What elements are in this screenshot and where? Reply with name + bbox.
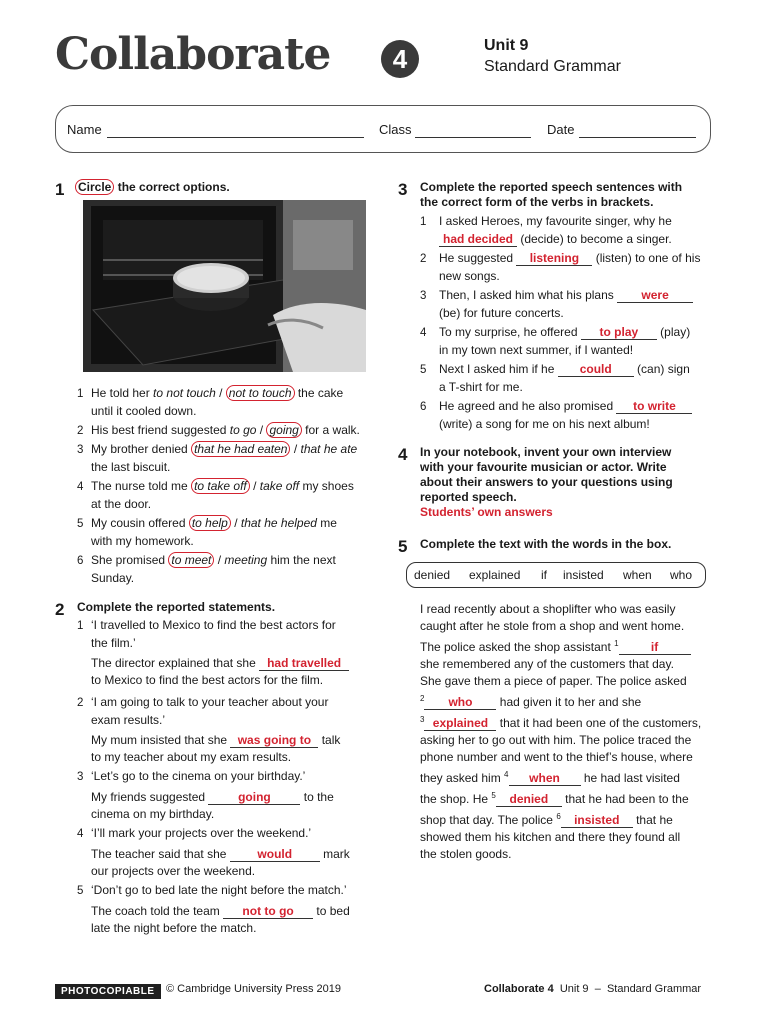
item-text: until it cooled down. (91, 404, 197, 418)
answer-blank[interactable]: listening (516, 251, 592, 266)
item-text: (play) (656, 325, 691, 339)
item-text: Sunday. (91, 571, 135, 585)
separator: / (215, 386, 226, 400)
item-text: My brother denied (91, 442, 192, 456)
item-text: (listen) to one of his (592, 251, 701, 265)
item-text: She promised (91, 553, 169, 567)
word-box-item: denied (414, 568, 451, 582)
answer-text: mark (319, 847, 350, 861)
answer-blank[interactable]: was going to (230, 733, 318, 748)
text-line: that it had been one of the customers, (496, 716, 702, 730)
answer-text: The coach told the team (91, 904, 224, 918)
list-item (420, 361, 720, 398)
answer-blank[interactable]: to play (581, 325, 657, 340)
item-text: a T-shirt for me. (439, 380, 523, 394)
item-text: the cake (294, 386, 344, 400)
text-line: the shop. He (420, 792, 492, 806)
item-number: 5 (77, 518, 84, 530)
heading-line: about their answers to your questions using (420, 475, 673, 489)
item-text: him the next (267, 553, 336, 567)
item-text: new songs. (439, 269, 500, 283)
exercise-1-list (77, 385, 377, 589)
text-line: caught after he stole from a shop and went home. (420, 619, 685, 633)
text-line: The police asked the shop assistant (420, 640, 615, 654)
unit-subtitle: Standard Grammar (484, 58, 621, 75)
gap-number: 2 (420, 694, 425, 703)
answer-text: to my teacher about my exam results. (91, 750, 292, 764)
word-box-item: who (670, 568, 693, 582)
item-number: 2 (77, 425, 84, 437)
item-text: My cousin offered (91, 516, 189, 530)
answer-text: our projects over the weekend. (91, 864, 256, 878)
item-text: The nurse told me (91, 479, 192, 493)
list-item (77, 422, 377, 441)
gap-number: 1 (614, 639, 619, 648)
gap-number: 6 (556, 812, 561, 821)
gap-answer[interactable]: who (424, 695, 496, 710)
item-number: 3 (77, 444, 84, 456)
gap-number: 3 (420, 715, 425, 724)
exercise-4-answer: Students’ own answers (420, 505, 553, 519)
text-line: shop that day. The police (420, 813, 557, 827)
quote-text: exam results.’ (91, 713, 166, 727)
exercise-2-number: 2 (55, 600, 65, 619)
word-box (406, 562, 706, 588)
name-field[interactable] (107, 137, 364, 138)
exercise-5-number: 5 (398, 537, 408, 556)
quote-text: ‘I am going to talk to your teacher about your (91, 695, 329, 709)
cloze-text (420, 601, 720, 863)
item-number: 6 (77, 555, 84, 567)
gap-answer[interactable]: when (509, 771, 581, 786)
answer-blank[interactable]: going (208, 790, 300, 805)
option-a-circled[interactable]: to take off (191, 478, 250, 494)
list-item (77, 385, 377, 422)
item-text: (decide) to become a singer. (517, 232, 672, 246)
item-number: 4 (420, 327, 427, 339)
list-item (420, 287, 720, 324)
item-text: He agreed and he also promised (439, 399, 617, 413)
exercise-2-list (77, 617, 377, 939)
item-number: 6 (420, 401, 427, 413)
text-line: had given it to her and she (496, 695, 642, 709)
item-number: 1 (420, 216, 427, 228)
item-number: 2 (420, 253, 427, 265)
heading-text: the correct options. (114, 180, 230, 194)
text-line: he had last visited (580, 771, 680, 785)
answer-blank[interactable]: not to go (223, 904, 313, 919)
oven-cake-photo (83, 200, 366, 372)
answer-text: late the night before the match. (91, 921, 257, 935)
footer-book: Collaborate 4 (484, 983, 554, 995)
option-a[interactable]: to go (229, 423, 257, 437)
quote-text: ‘Let’s go to the cinema on your birthday.’ (91, 769, 306, 783)
item-number: 4 (77, 481, 84, 493)
date-label: Date (547, 122, 575, 137)
answer-text: to bed (313, 904, 350, 918)
option-a-circled[interactable]: to help (189, 515, 231, 531)
option-b-circled[interactable]: going (266, 422, 301, 438)
list-item (420, 213, 720, 250)
text-line: phone number and went to the thief’s house, where (420, 750, 693, 764)
option-a-circled[interactable]: to meet (168, 552, 214, 568)
item-text: Next I asked him if he (439, 362, 558, 376)
item-text: me (316, 516, 337, 530)
quote-text: ‘I’ll mark your projects over the weekend.’ (91, 826, 312, 840)
text-line: the stolen goods. (420, 847, 512, 861)
item-text: (can) sign (633, 362, 690, 376)
list-item (77, 825, 377, 882)
answer-blank[interactable]: had decided (439, 232, 517, 247)
list-item (77, 478, 377, 515)
item-text: He told her (91, 386, 154, 400)
item-text: in my town next summer, if I wanted! (439, 343, 634, 357)
item-text: (be) for future concerts. (439, 306, 564, 320)
gap-answer[interactable]: insisted (561, 813, 633, 828)
circle-word: Circle (75, 179, 114, 195)
item-number: 2 (77, 697, 84, 709)
list-item (77, 768, 377, 825)
item-number: 3 (420, 290, 427, 302)
level-number-badge: 4 (381, 40, 419, 78)
gap-answer[interactable]: denied (496, 792, 562, 807)
item-text: To my surprise, he offered (439, 325, 581, 339)
quote-text: ‘Don’t go to bed late the night before the match.’ (91, 883, 347, 897)
exercise-1-heading (75, 180, 230, 195)
item-number: 5 (77, 885, 84, 897)
separator: / (230, 516, 241, 530)
list-item (77, 552, 377, 589)
answer-text: The director explained that she (91, 656, 260, 670)
unit-title: Unit 9 (484, 37, 529, 54)
collaborate-logo: Collaborate (55, 29, 331, 80)
answer-text: My friends suggested (91, 790, 209, 804)
item-text: for a walk. (301, 423, 360, 437)
answer-text: cinema on my birthday. (91, 807, 215, 821)
answer-text: talk (318, 733, 341, 747)
answer-blank[interactable]: were (617, 288, 693, 303)
list-item (77, 441, 377, 478)
option-b[interactable]: that he helped (240, 516, 317, 530)
word-box-item: insisted (563, 568, 604, 582)
item-number: 5 (420, 364, 427, 376)
separator: / (290, 442, 301, 456)
list-item (77, 515, 377, 552)
item-number: 1 (77, 620, 84, 632)
footer-book-info (484, 983, 701, 995)
item-text: my shoes (299, 479, 354, 493)
item-text: I asked Heroes, my favourite singer, why he (439, 214, 672, 228)
exercise-3-list (420, 213, 720, 435)
photocopiable-badge: PHOTOCOPIABLE (55, 984, 161, 999)
word-box-item: if (541, 568, 547, 582)
option-b-circled[interactable]: not to touch (226, 385, 295, 401)
gap-number: 4 (504, 770, 509, 779)
list-item (420, 250, 720, 287)
text-line: that he (632, 813, 673, 827)
list-item (420, 398, 720, 435)
text-line: I read recently about a shoplifter who was easily (420, 602, 676, 616)
item-text: the last biscuit. (91, 460, 171, 474)
option-b[interactable]: meeting (224, 553, 268, 567)
footer-subtitle: Standard Grammar (606, 983, 702, 995)
answer-text: to the (300, 790, 334, 804)
exercise-3-heading (420, 180, 682, 210)
heading-line: the correct form of the verbs in brackets. (420, 195, 654, 209)
item-number: 4 (77, 828, 84, 840)
footer-dash: – (594, 983, 601, 995)
heading-line: In your notebook, invent your own interview (420, 445, 672, 459)
exercise-3-number: 3 (398, 180, 408, 199)
text-line: they asked him (420, 771, 505, 785)
answer-blank[interactable]: to write (616, 399, 692, 414)
item-number: 3 (77, 771, 84, 783)
heading-line: reported speech. (420, 490, 517, 504)
option-a-circled[interactable]: that he had eaten (191, 441, 290, 457)
answer-text: My mum insisted that she (91, 733, 231, 747)
answer-text: to Mexico to find the best actors for the film. (91, 673, 324, 687)
separator: / (256, 423, 267, 437)
separator: / (249, 479, 260, 493)
heading-line: Complete the reported speech sentences with (420, 180, 683, 194)
list-item (420, 324, 720, 361)
item-text: (write) a song for me on his next album! (439, 417, 650, 431)
gap-number: 5 (491, 791, 496, 800)
exercise-4-number: 4 (398, 445, 408, 464)
exercise-4-heading (420, 445, 720, 520)
heading-line: with your favourite musician or actor. Write (420, 460, 667, 474)
quote-text: ‘I travelled to Mexico to find the best actors for (91, 618, 336, 632)
date-field[interactable] (579, 137, 696, 138)
item-text: He suggested (439, 251, 517, 265)
exercise-5-heading: Complete the text with the words in the box. (420, 537, 672, 551)
item-text: His best friend suggested (91, 423, 230, 437)
class-label: Class (379, 122, 412, 137)
option-a[interactable]: to not touch (153, 386, 216, 400)
copyright-text: © Cambridge University Press 2019 (166, 983, 342, 995)
answer-text: The teacher said that she (91, 847, 230, 861)
footer-unit: Unit 9 (559, 983, 589, 995)
gap-answer[interactable]: if (619, 640, 691, 655)
exercise-2-heading: Complete the reported statements. (77, 600, 276, 614)
answer-blank[interactable]: had travelled (259, 656, 349, 671)
option-b[interactable]: that he ate (300, 442, 358, 456)
text-line: showed them his kitchen and there they found all (420, 830, 681, 844)
item-text: at the door. (91, 497, 152, 511)
item-text: with my homework. (91, 534, 194, 548)
list-item (77, 694, 377, 768)
text-line: that he had been to the (561, 792, 689, 806)
text-line: asking her to go out with him. The police traced the (420, 733, 692, 747)
word-box-item: when (623, 568, 652, 582)
class-field[interactable] (415, 137, 531, 138)
exercise-1-number: 1 (55, 180, 65, 199)
text-line: she remembered any of the customers that day. (420, 657, 674, 671)
word-box-item: explained (469, 568, 521, 582)
text-line: She gave them a piece of paper. The police asked (420, 674, 687, 688)
separator: / (214, 553, 225, 567)
answer-blank[interactable]: would (230, 847, 320, 862)
list-item (77, 617, 377, 694)
name-label: Name (67, 122, 102, 137)
list-item (77, 882, 377, 939)
item-text: Then, I asked him what his plans (439, 288, 618, 302)
gap-answer[interactable]: explained (424, 716, 496, 731)
quote-text: the film.’ (91, 636, 136, 650)
item-number: 1 (77, 388, 84, 400)
answer-blank[interactable]: could (558, 362, 634, 377)
option-b[interactable]: take off (259, 479, 300, 493)
